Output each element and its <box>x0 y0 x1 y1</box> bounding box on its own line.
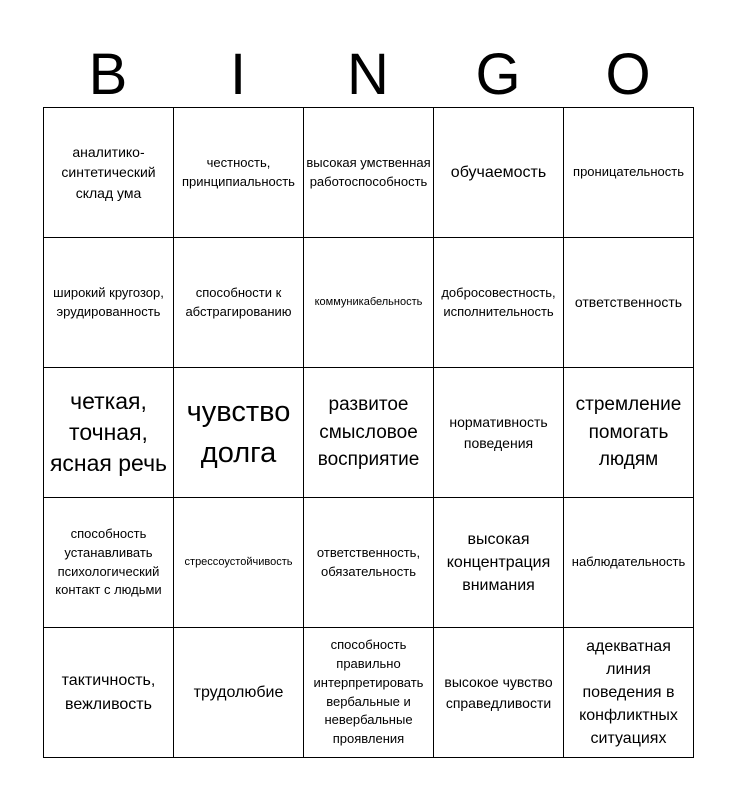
header-letter-g: G <box>475 42 521 107</box>
bingo-cell[interactable]: способности к абстрагированию <box>174 238 304 368</box>
bingo-cell[interactable]: высокое чувство справедливости <box>434 628 564 758</box>
bingo-cell[interactable]: аналитико-синтетический склад ума <box>44 108 174 238</box>
bingo-cell[interactable]: четкая, точная, ясная речь <box>44 368 174 498</box>
bingo-cell[interactable]: адекватная линия поведения в конфликтных ситуациях <box>564 628 694 758</box>
bingo-cell[interactable]: проницательность <box>564 108 694 238</box>
board-row <box>44 498 694 628</box>
board-row <box>44 628 694 758</box>
board-row <box>44 368 694 498</box>
bingo-header <box>43 44 693 106</box>
bingo-cell[interactable]: способность устанавливать психологический контакт с людьми <box>44 498 174 628</box>
bingo-cell[interactable]: коммуникабельность <box>304 238 434 368</box>
bingo-cell[interactable]: стремление помогать людям <box>564 368 694 498</box>
bingo-cell[interactable]: высокая концентрация внимания <box>434 498 564 628</box>
bingo-cell[interactable]: тактичность, вежливость <box>44 628 174 758</box>
header-letter-n: N <box>347 42 389 107</box>
bingo-cell[interactable]: наблюдательность <box>564 498 694 628</box>
bingo-cell[interactable]: обучаемость <box>434 108 564 238</box>
header-letter-i: I <box>229 42 247 107</box>
bingo-cell[interactable]: нормативность поведения <box>434 368 564 498</box>
bingo-cell[interactable]: ответственность <box>564 238 694 368</box>
bingo-cell[interactable]: добросовестность, исполнительность <box>434 238 564 368</box>
bingo-cell[interactable]: трудолюбие <box>174 628 304 758</box>
bingo-cell[interactable]: высокая умственная работоспособность <box>304 108 434 238</box>
bingo-cell[interactable]: честность, принципиальность <box>174 108 304 238</box>
bingo-board <box>43 107 694 758</box>
header-letter-b: B <box>88 42 128 107</box>
board-row <box>44 238 694 368</box>
bingo-cell[interactable]: стрессоустойчивость <box>174 498 304 628</box>
board-row <box>44 108 694 238</box>
bingo-cell[interactable]: ответственность, обязательность <box>304 498 434 628</box>
bingo-cell[interactable]: широкий кругозор, эрудированность <box>44 238 174 368</box>
bingo-cell[interactable]: развитое смысловое восприятие <box>304 368 434 498</box>
header-letter-o: O <box>605 42 651 107</box>
bingo-cell[interactable]: способность правильно интерпретировать вербальные и невербальные проявления <box>304 628 434 758</box>
bingo-cell[interactable]: чувство долга <box>174 368 304 498</box>
